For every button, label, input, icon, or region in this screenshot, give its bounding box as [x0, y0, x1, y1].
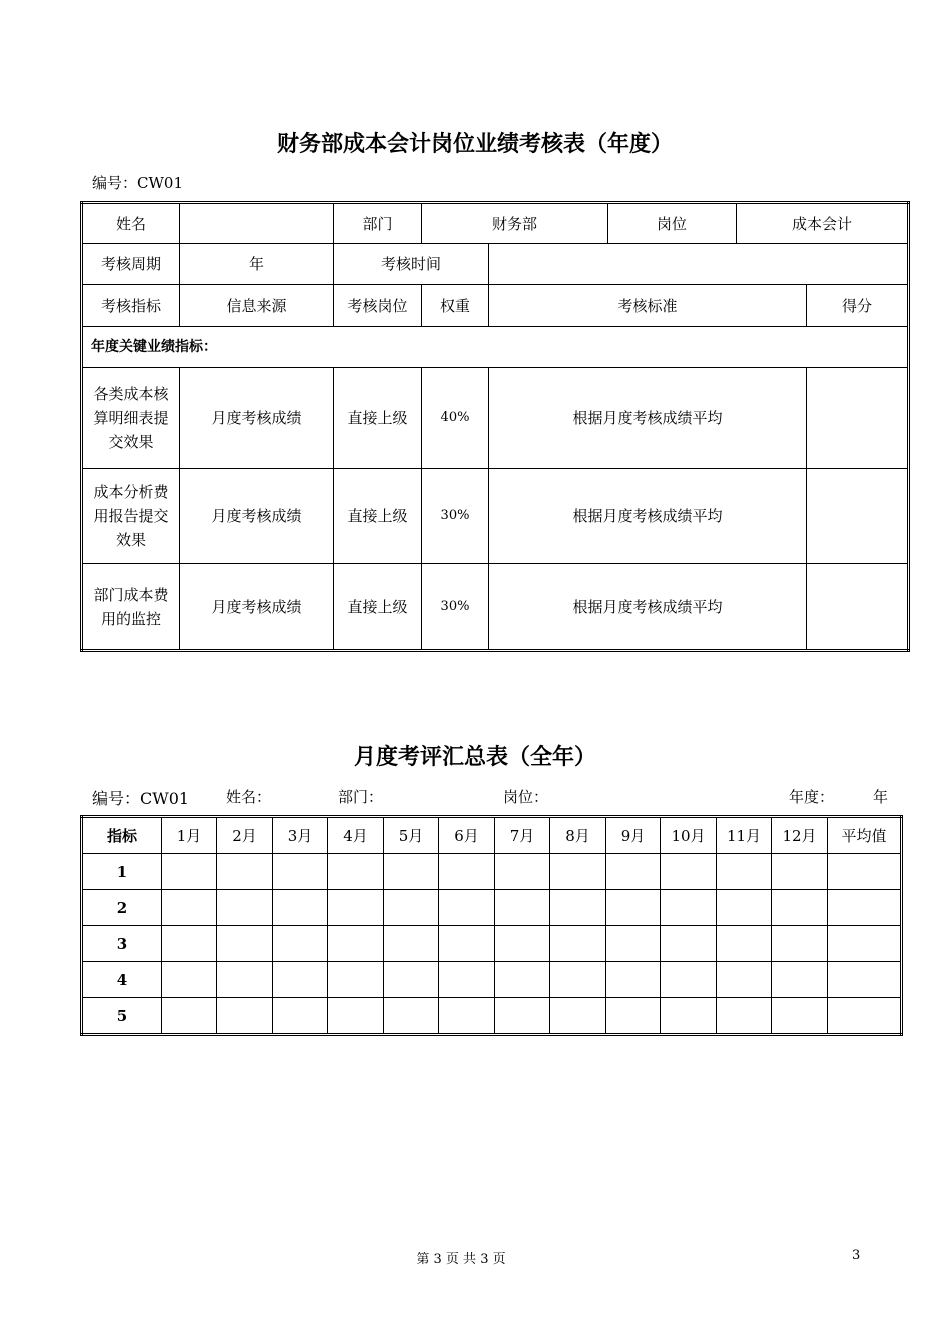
- monthly-summary-table: [80, 815, 903, 1036]
- item-post: 直接上级: [334, 368, 422, 469]
- item-weight: 30%: [422, 564, 489, 651]
- form2-dept-label: 部门：: [338, 788, 384, 806]
- form2-year-label: 年度：: [789, 788, 835, 806]
- item-post: 直接上级: [334, 564, 422, 651]
- header-standard: 考核标准: [489, 285, 807, 327]
- item-source: 月度考核成绩: [180, 469, 334, 564]
- header-score: 得分: [807, 285, 909, 327]
- row-index: 1: [82, 854, 162, 890]
- dept-label: 部门: [334, 203, 422, 244]
- item-score[interactable]: [807, 564, 909, 651]
- table-row: [82, 926, 902, 962]
- item-standard: 根据月度考核成绩平均: [489, 368, 807, 469]
- col-header: 8月: [550, 817, 606, 854]
- section-title: 年度关键业绩指标：: [82, 327, 909, 368]
- table-row: [82, 962, 902, 998]
- item-indicator: 部门成本费用的监控: [82, 564, 180, 651]
- table-row: [82, 469, 909, 564]
- time-value[interactable]: [489, 244, 909, 285]
- header-weight: 权重: [422, 285, 489, 327]
- item-post: 直接上级: [334, 469, 422, 564]
- item-indicator: 成本分析费用报告提交效果: [82, 469, 180, 564]
- col-header: 3月: [273, 817, 328, 854]
- form2-post-label: 岗位：: [503, 788, 549, 806]
- period-label: 考核周期: [82, 244, 180, 285]
- form2-year-suffix: 年: [873, 788, 889, 806]
- item-indicator: 各类成本核算明细表提交效果: [82, 368, 180, 469]
- item-source: 月度考核成绩: [180, 368, 334, 469]
- time-label: 考核时间: [334, 244, 489, 285]
- col-header: 12月: [772, 817, 828, 854]
- form1-code: 编号：CW01: [92, 174, 183, 192]
- table-row: [82, 368, 909, 469]
- table-row: [82, 890, 902, 926]
- table-row: [82, 854, 902, 890]
- performance-table: [80, 201, 910, 652]
- col-header: 10月: [661, 817, 717, 854]
- name-label: 姓名: [82, 203, 180, 244]
- form1-title: 财务部成本会计岗位业绩考核表（年度）: [276, 132, 673, 157]
- post-value: 成本会计: [737, 203, 909, 244]
- item-source: 月度考核成绩: [180, 564, 334, 651]
- header-source: 信息来源: [180, 285, 334, 327]
- col-header: 2月: [217, 817, 273, 854]
- col-header: 7月: [495, 817, 550, 854]
- col-header: 1月: [162, 817, 217, 854]
- header-indicator: 考核指标: [82, 285, 180, 327]
- table-row: [82, 564, 909, 651]
- item-weight: 40%: [422, 368, 489, 469]
- table-row: [82, 998, 902, 1035]
- page-footer-text: 第 3 页 共 3 页: [416, 1252, 506, 1267]
- header-row: [82, 817, 902, 854]
- col-header: 11月: [717, 817, 772, 854]
- col-header: 4月: [328, 817, 384, 854]
- col-header: 5月: [384, 817, 439, 854]
- item-standard: 根据月度考核成绩平均: [489, 469, 807, 564]
- header-post: 考核岗位: [334, 285, 422, 327]
- row-index: 4: [82, 962, 162, 998]
- col-header: 平均值: [828, 817, 902, 854]
- form2-name-label: 姓名：: [226, 788, 272, 806]
- item-standard: 根据月度考核成绩平均: [489, 564, 807, 651]
- form2-code: 编号：CW01: [92, 789, 190, 808]
- col-header: 6月: [439, 817, 495, 854]
- col-header: 9月: [606, 817, 661, 854]
- page-number: 3: [852, 1248, 861, 1263]
- col-header: 指标: [82, 817, 162, 854]
- post-label: 岗位: [608, 203, 737, 244]
- dept-value: 财务部: [422, 203, 608, 244]
- row-index: 2: [82, 890, 162, 926]
- period-value: 年: [180, 244, 334, 285]
- row-index: 5: [82, 998, 162, 1035]
- form2-title: 月度考评汇总表（全年）: [353, 745, 596, 770]
- item-score[interactable]: [807, 368, 909, 469]
- name-value[interactable]: [180, 203, 334, 244]
- item-weight: 30%: [422, 469, 489, 564]
- item-score[interactable]: [807, 469, 909, 564]
- row-index: 3: [82, 926, 162, 962]
